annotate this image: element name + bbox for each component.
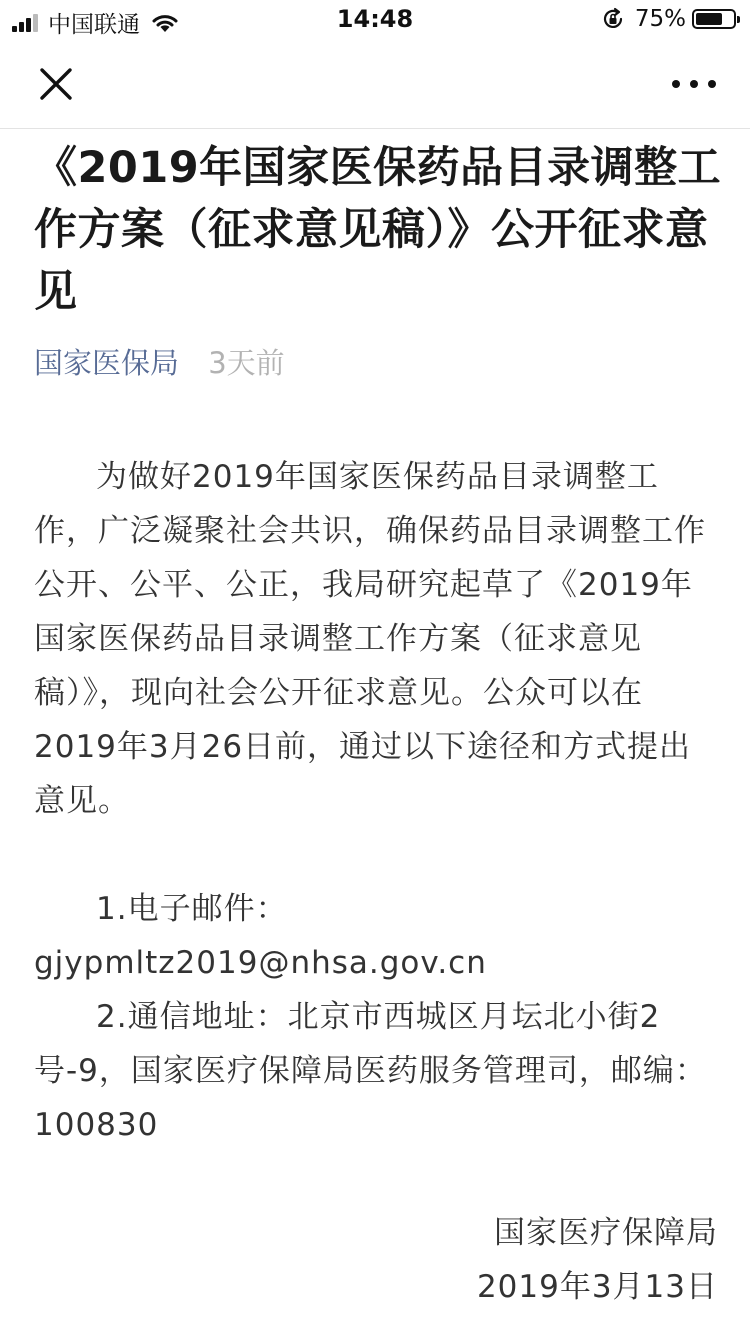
rotation-lock-icon [601,7,625,31]
nav-bar [0,40,750,129]
email-address: gjypmltz2019@nhsa.gov.cn [34,945,487,981]
battery-icon [692,9,736,29]
article-title: 《2019年国家医保药品目录调整工作方案（征求意见稿）》公开征求意见 [34,143,722,317]
battery-percent: 75% [634,6,686,32]
article-body [34,450,718,1314]
carrier-name: 中国联通 [48,12,140,38]
more-icon[interactable] [672,70,716,98]
publish-time: 3天前 [208,346,285,380]
status-bar [0,0,750,40]
mailing-address: 2.通信地址：北京市西城区月坛北小街2号-9，国家医疗保障局医药服务管理司，邮编：100830 [34,999,707,1143]
article-meta [34,343,285,383]
email-label: 1.电子邮件： [96,891,288,927]
status-right [601,6,736,32]
more-dot [708,80,716,88]
paragraph-intro: 为做好2019年国家医保药品目录调整工作，广泛凝聚社会共识，确保药品目录调整工作公开、公平、公正，我局研究起草了《2019年国家医保药品目录调整工作方案（征求意见稿）》，现向社会公开征求意见。公众可以在2019年3月26日前，通过以下途径和方式提出意见。 [34,459,706,819]
status-time: 14:48 [336,5,414,33]
source-link[interactable]: 国家医保局 [34,346,180,380]
close-icon[interactable] [36,64,76,104]
more-dot [690,80,698,88]
more-dot [672,80,680,88]
signature-date: 2019年3月13日 [476,1269,718,1305]
signature-org: 国家医疗保障局 [494,1215,718,1251]
